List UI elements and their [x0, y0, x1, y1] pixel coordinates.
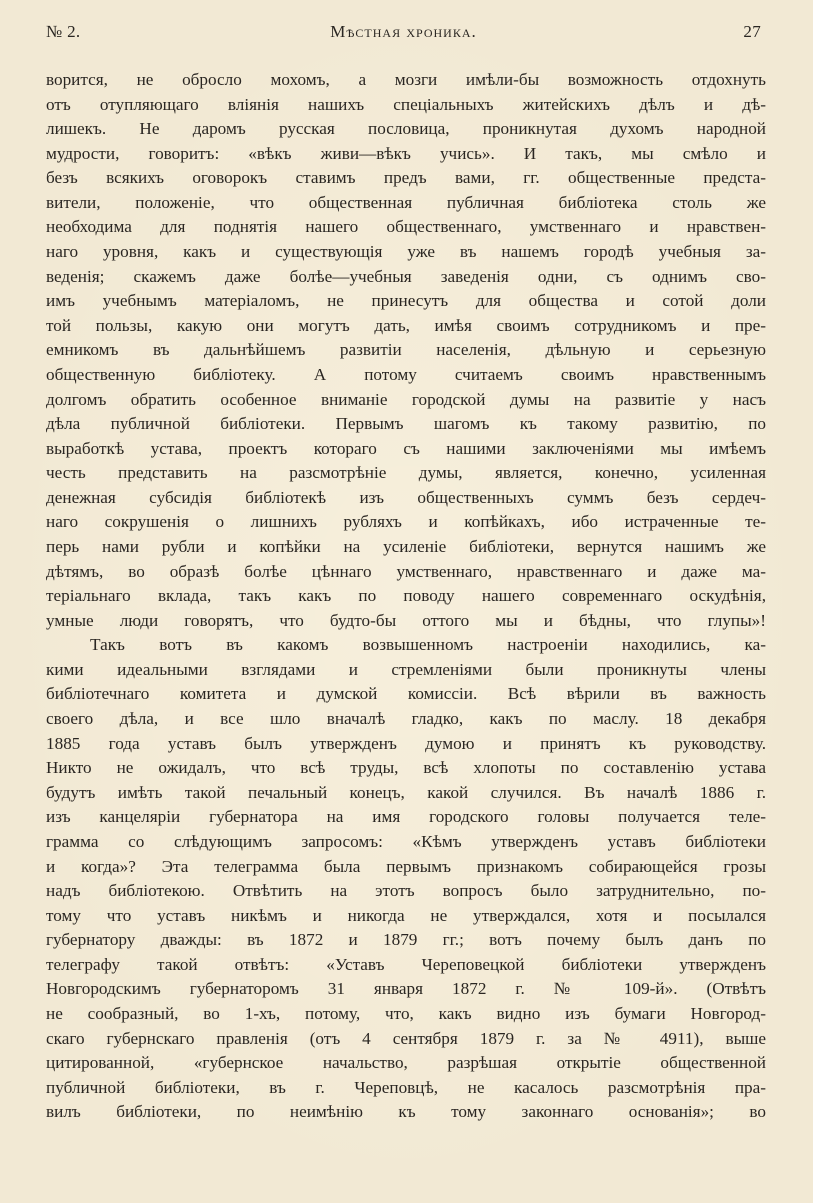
text-line: Новгородскимъ губернаторомъ 31 января 1872 г. № 109-й». (Отвѣтъ: [46, 979, 766, 999]
text-line: изъ канцеляріи губернатора на имя городского головы получается теле-: [46, 807, 766, 827]
page-number: 27: [743, 22, 761, 41]
text-line: скаго губернскаго правленія (отъ 4 сентября 1879 г. за № 4911), выше: [46, 1028, 766, 1048]
text-line: цитированной, «губернское начальство, разрѣшая открытіе общественной: [46, 1053, 766, 1073]
text-line: мудрости, говоритъ: «вѣкъ живи—вѣкъ учись». И такъ, мы смѣло и: [46, 143, 766, 163]
text-line: вилъ библіотеки, по неимѣнію къ тому законнаго основанія»; во: [46, 1102, 766, 1122]
text-line: перь нами рубли и копѣйки на усиленіе библіотеки, вернутся нашимъ же: [46, 536, 766, 556]
text-line: дѣтямъ, во образѣ болѣе цѣннаго умственнаго, нравственнаго и даже ма-: [46, 561, 766, 581]
text-line: ворится, не обросло мохомъ, а мозги имѣли-бы возможность отдохнуть: [46, 70, 766, 89]
text-line: тому что уставъ никѣмъ и никогда не утверждался, хотя и посылался: [46, 905, 766, 925]
text-line: честь представить на разсмотрѣніе думы, является, конечно, усиленная: [46, 463, 766, 483]
text-line: Никто не ожидалъ, что всѣ труды, всѣ хлопоты по составленію устава: [46, 758, 766, 778]
text-line: будутъ имѣть такой печальный конецъ, какой случился. Въ началѣ 1886 г.: [46, 782, 766, 802]
text-line: наго сокрушенія о лишнихъ рубляхъ и копѣйкахъ, ибо истраченные те-: [46, 512, 766, 532]
text-line: выработкѣ устава, проектъ котораго съ нашими заключеніями мы имѣемъ: [46, 438, 766, 458]
text-line: и когда»? Эта телеграмма была первымъ признакомъ собирающейся грозы: [46, 856, 766, 876]
text-line: губернатору дважды: въ 1872 и 1879 гг.; вотъ почему былъ данъ по: [46, 930, 766, 950]
text-line: лишекъ. Не даромъ русская пословица, проникнутая духомъ народной: [46, 119, 766, 139]
section-title: Мѣстная хроника.: [330, 22, 477, 41]
text-line: своего дѣла, и все шло вначалѣ гладко, какъ по маслу. 18 декабря: [46, 709, 766, 729]
text-line: вители, положеніе, что общественная публичная библіотека столь же: [46, 192, 766, 212]
text-line: 1885 года уставъ былъ утвержденъ думою и принятъ къ руководству.: [46, 733, 766, 753]
text-line: телеграфу такой отвѣтъ: «Уставъ Череповецкой библіотеки утвержденъ: [46, 954, 766, 974]
text-line: умные люди говорятъ, что будто-бы оттого мы и бѣдны, что глупы»!: [46, 610, 766, 630]
text-line: публичной библіотеки, въ г. Череповцѣ, не касалось разсмотрѣнія пра-: [46, 1077, 766, 1097]
text-line: не сообразный, во 1-хъ, потому, что, какъ видно изъ бумаги Новгород-: [46, 1003, 766, 1023]
text-line: долгомъ обратить особенное вниманіе городской думы на развитіе у насъ: [46, 389, 766, 409]
text-line: теріальнаго вклада, такъ какъ по поводу нашего современнаго оскудѣнія,: [46, 586, 766, 606]
text-line: грамма со слѣдующимъ запросомъ: «Кѣмъ утвержденъ уставъ библіотеки: [46, 831, 766, 851]
body-text: [46, 68, 766, 1125]
text-line: емникомъ въ дальнѣйшемъ развитіи населенія, дѣльную и серьезную: [46, 340, 766, 360]
text-line: имъ учебнымъ матеріаломъ, не принесутъ для общества и сотой доли: [46, 291, 766, 311]
text-line: веденія; скажемъ даже болѣе—учебныя заведенія одни, съ однимъ сво-: [46, 266, 766, 286]
text-line: кими идеальными взглядами и стремленіями были проникнуты члены: [46, 659, 766, 679]
text-line: надъ библіотекою. Отвѣтить на этотъ вопросъ было затруднительно, по-: [46, 881, 766, 901]
issue-number: № 2.: [46, 22, 81, 41]
text-line: общественную библіотеку. А потому считаемъ своимъ нравственнымъ: [46, 364, 766, 384]
text-line: той пользы, какую они могутъ дать, имѣя своимъ сотрудникомъ и пре-: [46, 315, 766, 335]
paragraph-start-line: Такъ вотъ въ какомъ возвышенномъ настроеніи находились, ка-: [90, 635, 766, 655]
text-line: библіотечнаго комитета и думской комиссіи. Всѣ вѣрили въ важность: [46, 684, 766, 704]
text-line: денежная субсидія библіотекѣ изъ общественныхъ суммъ безъ сердеч-: [46, 487, 766, 507]
text-line: безъ всякихъ оговорокъ ставимъ предъ вами, гг. общественные предста-: [46, 168, 766, 188]
text-line: необходима для поднятія нашего общественнаго, умственнаго и нравствен-: [46, 217, 766, 237]
running-head: [46, 22, 761, 48]
text-line: дѣла публичной библіотеки. Первымъ шагомъ къ такому развитію, по: [46, 414, 766, 434]
text-line: отъ отупляющаго вліянія нашихъ спеціальныхъ житейскихъ дѣлъ и дѣ-: [46, 94, 766, 114]
text-line: наго уровня, какъ и существующія уже въ нашемъ городѣ учебныя за-: [46, 242, 766, 262]
